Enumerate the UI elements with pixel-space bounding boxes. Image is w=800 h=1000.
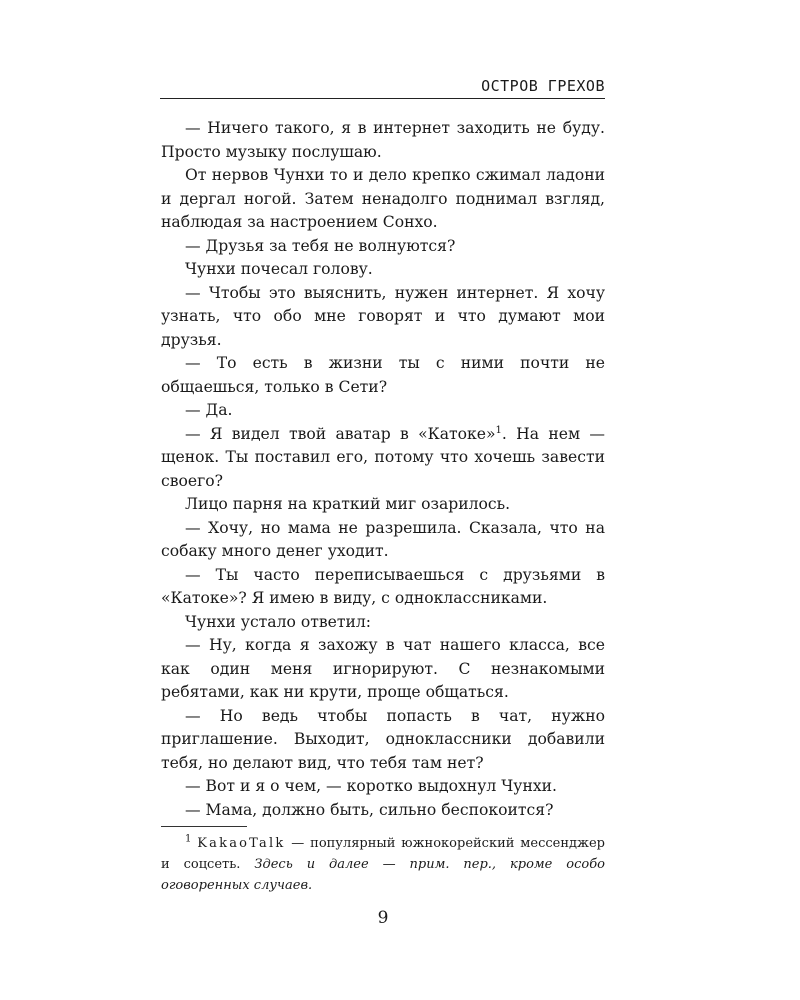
page-number: 9 <box>377 908 389 928</box>
book-title: ОСТРОВ ГРЕХОВ <box>481 77 605 95</box>
paragraph: — Но ведь чтобы попасть в чат, нужно приглашение. Выходит, одноклассники добавили тебя, но делают вид, что тебя там нет? <box>161 706 605 772</box>
footnote-text: — популярный южнокорейский мессенджер и соцсеть. <box>161 836 605 872</box>
paragraph: — Ты часто переписываешься с друзьями в «Катоке»? Я имею в виду, с одноклассниками. <box>161 565 605 607</box>
paragraph: — Друзья за тебя не волнуются? <box>185 236 456 255</box>
footnote-reference[interactable]: 1 <box>495 424 502 436</box>
paragraph: — Ну, когда я захожу в чат нашего класса, все как один меня игнорируют. С незнакомыми ребятами, как ни крути, проще общаться. <box>161 636 605 701</box>
paragraph-text: . На нем — щенок. Ты поставил его, потому что хочешь завести своего? <box>161 424 605 490</box>
paragraph: Чунхи почесал голову. <box>185 260 373 278</box>
paragraph-with-footnote <box>161 423 605 494</box>
running-header <box>160 76 605 99</box>
paragraph: — Чтобы это выяснить, нужен интернет. Я хочу узнать, что обо мне говорят и что думают мои друзья. <box>161 283 605 349</box>
paragraph: — Да. <box>185 401 233 419</box>
footnote-marker: 1 <box>185 833 192 845</box>
paragraph: — Хочу, но мама не разрешила. Сказала, что на собаку много денег уходит. <box>161 518 605 560</box>
paragraph: От нервов Чунхи то и дело крепко сжимал ладони и дергал ногой. Затем ненадолго поднимал взгляд, наблюдая за настроением Сонхо. <box>161 166 605 231</box>
paragraph: — Мама, должно быть, сильно беспокоится? <box>185 800 554 819</box>
paragraph: Чунхи устало ответил: <box>185 612 372 631</box>
page-body <box>161 117 605 822</box>
footnote-term: KakaoTalk <box>197 836 286 851</box>
paragraph: Лицо парня на краткий миг озарилось. <box>185 495 511 513</box>
paragraph: — То есть в жизни ты с ними почти не общаешься, только в Сети? <box>161 354 605 396</box>
footnote-separator <box>161 826 247 827</box>
footnote <box>161 833 605 896</box>
paragraph: — Вот и я о чем, — коротко выдохнул Чунхи. <box>185 777 557 795</box>
paragraph: — Ничего такого, я в интернет заходить не буду. Просто музыку послушаю. <box>161 119 605 161</box>
paragraph-text: — Я видел твой аватар в «Катоке» <box>185 424 496 443</box>
footnote-italic-note: Здесь и далее — прим. пер., кроме особо оговоренных случаев. <box>161 857 605 893</box>
